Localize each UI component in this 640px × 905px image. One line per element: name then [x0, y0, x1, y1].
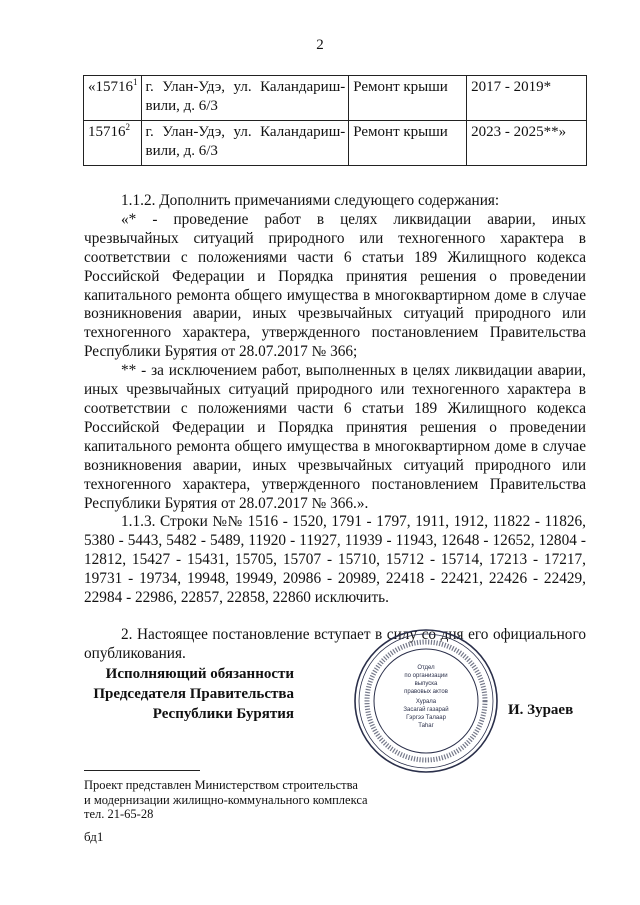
work-type-cell: Ремонт крыши	[349, 76, 467, 121]
row-number-cell: 15716$^2$	[84, 121, 142, 166]
document-body	[84, 192, 586, 664]
address-cell: г. Улан-Удэ, ул. Каландариш-вили, д. 6/3	[141, 76, 349, 121]
period-cell: 2023 - 2025**»	[467, 121, 587, 166]
page-number: 2	[316, 37, 324, 53]
work-type-cell: Ремонт крыши	[349, 121, 467, 166]
svg-text:Засагай газарай: Засагай газарай	[403, 707, 449, 713]
note-double-asterisk: ** - за исключением работ, выполненных в целях ликвидации аварии, иных чрезвычайных ситуаций природного или техногенного характера в соответствии с положениями части 6 статьи 189 Жилищного кодекса Российской Федерации и Порядка принятия решения о проведении капитального ремонта общего имущества в многоквартирном доме в случае возникновения аварии, иных чрезвычайных ситуаций природного или техногенного характера, утвержденного постановлением Правительства Республики Бурятия от 28.07.2017 № 366.».	[84, 362, 586, 512]
note-single-asterisk: «* - проведение работ в целях ликвидации аварии, иных чрезвычайных ситуаций природного или техногенного характера в соответствии с положениями части 6 статьи 189 Жилищного кодекса Российской Федерации и Порядка принятия решения о проведении капитального ремонта общего имущества в многоквартирном доме в случае возникновения аварии, иных чрезвычайных ситуаций природного или техногенного характера, утвержденного постановлением Правительства Республики Бурятия от 28.07.2017 № 366;	[84, 210, 586, 361]
svg-text:Гэргээ Талаар: Гэргээ Талаар	[406, 715, 446, 721]
official-seal	[352, 627, 500, 775]
svg-text:Хурала: Хурала	[415, 699, 437, 705]
svg-text:Таhаг: Таhаг	[418, 723, 434, 729]
amendment-table	[83, 75, 587, 166]
footnote-divider	[84, 770, 200, 771]
address-cell: г. Улан-Удэ, ул. Каландариш-вили, д. 6/3	[141, 121, 349, 166]
table-row	[84, 76, 587, 121]
paragraph-1-1-3: 1.1.3. Строки №№ 1516 - 1520, 1791 - 1797, 1911, 1912, 11822 - 11826, 5380 - 5443, 5482 - 5489, 11920 - 11927, 11939 - 11943, 12648 - 12652, 12804 - 12812, 15427 - 15431, 15705, 15707 - 15710, 15712 - 15714, 17213 - 17217, 19731 - 19734, 19948, 19949, 20986 - 20989, 22418 - 22421, 22426 - 22429, 22984 - 22986, 22857, 22858, 22860 исключить.	[84, 513, 586, 607]
document-code: бд1	[84, 829, 104, 844]
svg-text:правовых актов: правовых актов	[404, 689, 448, 695]
footnote: Проект представлен Министерством строительства и модернизации жилищно-коммунального комплекса тел. 21-65-28	[84, 778, 368, 821]
paragraph-2: 2. Настоящее постановление вступает в силу со дня его официального опубликования.	[84, 625, 586, 662]
paragraph-1-1-2: 1.1.2. Дополнить примечаниями следующего содержания:	[121, 192, 500, 209]
svg-text:по организации: по организации	[404, 673, 448, 679]
signatory-title: Исполняющий обязанности Председателя Правительства Республики Бурятия	[93, 666, 294, 722]
period-cell: 2017 - 2019*	[467, 76, 587, 121]
row-number-cell: «15716$^1$	[84, 76, 142, 121]
table-row	[84, 121, 587, 166]
svg-text:выпуска: выпуска	[414, 681, 438, 687]
svg-text:Отдел: Отдел	[417, 665, 435, 671]
signatory-name: И. Зураев	[508, 702, 574, 718]
